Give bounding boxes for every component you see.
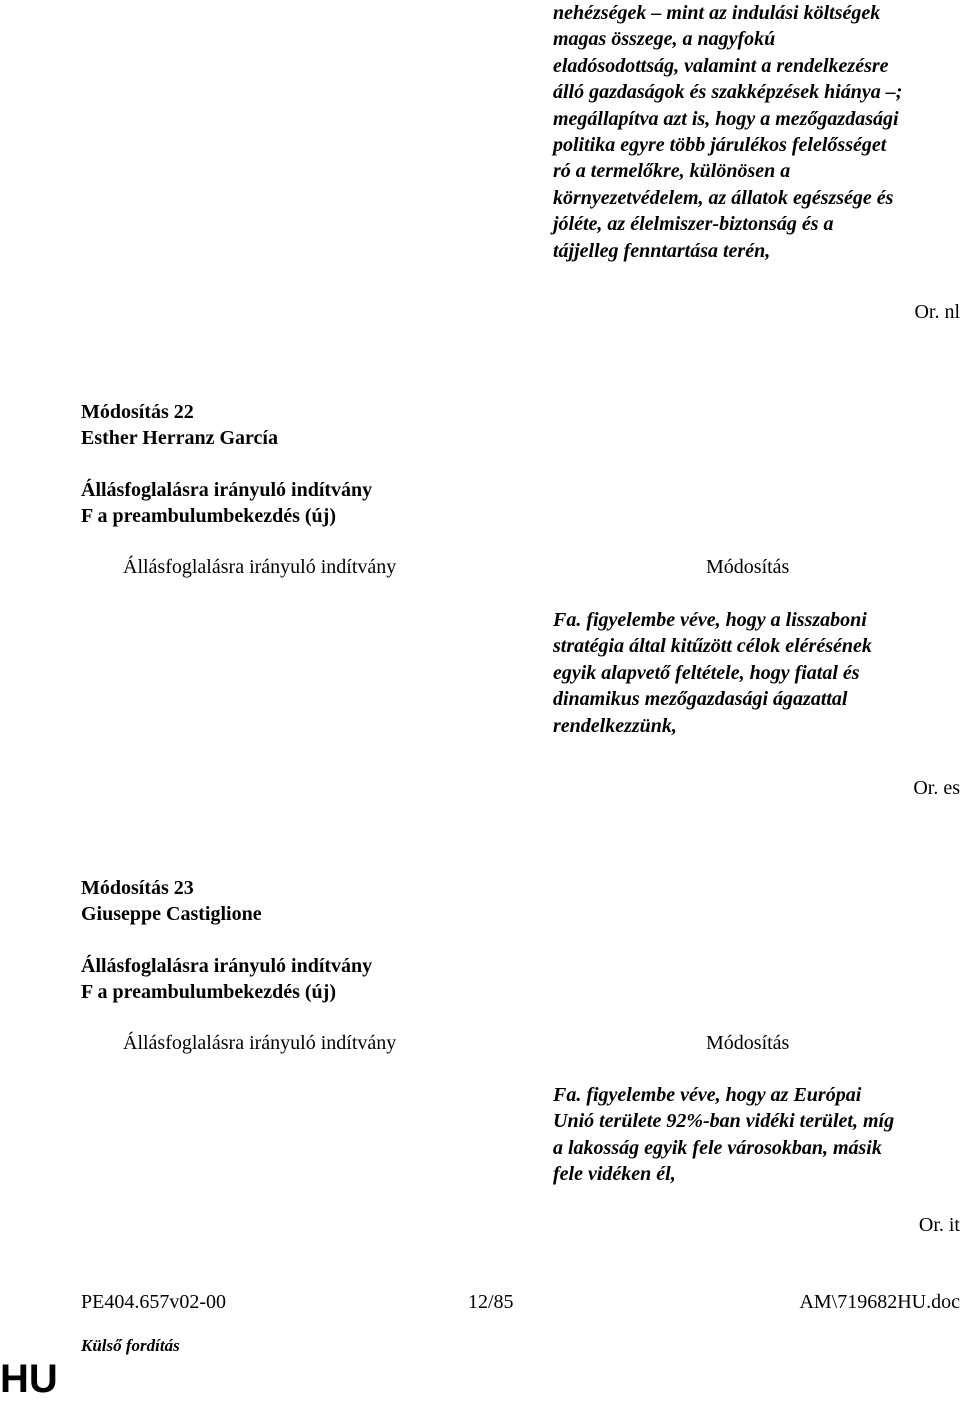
original-language: Or. nl [914, 301, 960, 323]
paragraph-line: környezetvédelem, az állatok egészsége és [553, 186, 894, 209]
footer-file-name: AM\719682HU.doc [799, 1291, 960, 1313]
column-header-right: Módosítás [706, 556, 790, 578]
text-line: fele vidéken él, [553, 1163, 676, 1186]
text-line: stratégia által kitűzött célok elérésének [553, 635, 872, 658]
column-header-right: Módosítás [706, 1032, 790, 1054]
footer-doc-ref: PE404.657v02-00 [81, 1291, 226, 1313]
paragraph-line: eladósodottság, valamint a rendelkezésre [553, 54, 889, 77]
text-line: rendelkezzünk, [553, 714, 677, 737]
original-language: Or. es [913, 777, 960, 799]
original-language: Or. it [918, 1214, 960, 1236]
text-line: Unió területe 92%-ban vidéki terület, míg [553, 1110, 895, 1133]
amendment-target: F a preambulumbekezdés (új) [81, 981, 336, 1003]
text-line: Fa. figyelembe véve, hogy az Európai [553, 1084, 862, 1106]
translation-note: Külső fordítás [81, 1336, 180, 1355]
amendment-author: Esther Herranz García [81, 427, 278, 449]
amendment-text [553, 1082, 894, 1188]
amendment-title: Módosítás 23 [81, 877, 194, 899]
document-type: Állásfoglalásra irányuló indítvány [81, 479, 373, 501]
amendment-title: Módosítás 22 [81, 401, 194, 423]
amendment-target: F a preambulumbekezdés (új) [81, 505, 336, 527]
footer-page-number: 12/85 [468, 1291, 514, 1313]
amendment-author: Giuseppe Castiglione [81, 903, 262, 925]
text-line: dinamikus mezőgazdasági ágazattal [553, 688, 848, 711]
text-line: a lakosság egyik fele városokban, másik [553, 1136, 882, 1159]
column-header-left: Állásfoglalásra irányuló indítvány [123, 556, 397, 578]
text-line: egyik alapvető feltétele, hogy fiatal és [553, 661, 860, 684]
top-paragraph [553, 0, 902, 264]
paragraph-line: nehézségek – mint az indulási költségek [553, 2, 881, 24]
paragraph-line: jóléte, az élelmiszer-biztonság és a [553, 213, 834, 236]
paragraph-line: tájjelleg fenntartása terén, [553, 239, 771, 262]
paragraph-line: megállapítva azt is, hogy a mezőgazdasági [553, 107, 899, 130]
paragraph-line: magas összege, a nagyfokú [553, 28, 776, 51]
column-header-left: Állásfoglalásra irányuló indítvány [123, 1032, 397, 1054]
amendment-text [553, 607, 872, 739]
document-type: Állásfoglalásra irányuló indítvány [81, 955, 373, 977]
paragraph-line: politika egyre több járulékos felelősséget [553, 134, 887, 157]
language-code: HU [0, 1357, 58, 1401]
text-line: Fa. figyelembe véve, hogy a lisszaboni [553, 609, 867, 631]
paragraph-line: ró a termelőkre, különösen a [553, 160, 791, 183]
paragraph-line: álló gazdaságok és szakképzések hiánya –; [553, 81, 903, 104]
